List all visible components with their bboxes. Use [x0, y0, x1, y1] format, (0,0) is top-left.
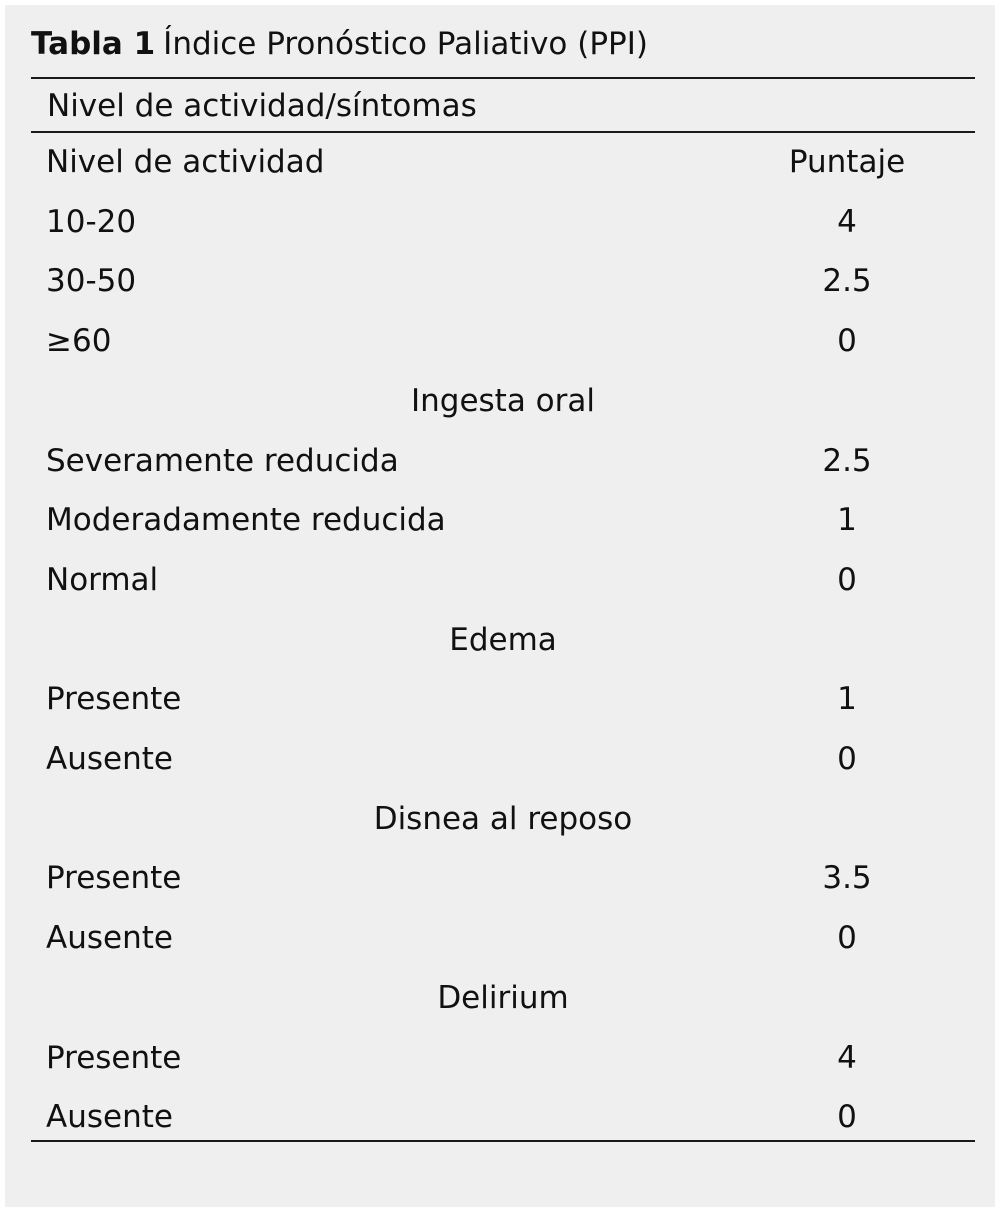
table-row	[0, 1095, 1000, 1139]
table-row	[0, 259, 1000, 303]
table-row	[0, 319, 1000, 363]
table-row	[0, 558, 1000, 602]
table-group-row	[0, 797, 1000, 841]
table-group-row	[0, 618, 1000, 662]
row-score: 1	[837, 502, 857, 539]
row-score: 1	[837, 681, 857, 718]
row-score: 3.5	[822, 860, 872, 897]
row-label: Normal	[46, 561, 159, 598]
row-score: 4	[837, 1039, 857, 1076]
group-label: Disnea al reposo	[373, 800, 633, 837]
column-header-activity: Nivel de actividad	[46, 144, 325, 180]
row-label: ≥60	[46, 323, 112, 360]
table-row	[0, 677, 1000, 721]
table-header-row	[0, 140, 1000, 184]
column-header-score: Puntaje	[788, 144, 906, 180]
row-score: 0	[837, 920, 857, 957]
table-caption-title: Índice Pronóstico Paliativo (PPI)	[163, 26, 648, 62]
table-row	[0, 439, 1000, 483]
table-row	[0, 498, 1000, 542]
table-row	[0, 200, 1000, 244]
table-row	[0, 916, 1000, 960]
row-label: Presente	[46, 1039, 182, 1076]
row-label: Ausente	[46, 920, 173, 957]
table-group-row	[0, 379, 1000, 423]
row-score: 0	[837, 741, 857, 777]
row-score: 4	[837, 203, 857, 240]
table-panel	[5, 5, 995, 1207]
top-rule	[31, 77, 975, 79]
group-label: Ingesta oral	[410, 382, 596, 419]
table-row	[0, 737, 1000, 781]
row-label: Ausente	[46, 1099, 173, 1136]
section-header: Nivel de actividad/síntomas	[47, 88, 477, 124]
row-label: 30-50	[46, 263, 137, 300]
table-group-row	[0, 976, 1000, 1020]
row-score: 0	[837, 1099, 857, 1136]
row-label: 10-20	[46, 203, 137, 240]
row-score: 2.5	[822, 263, 872, 300]
bottom-rule	[31, 1140, 975, 1142]
group-label: Delirium	[437, 979, 569, 1016]
table-row	[0, 856, 1000, 900]
row-score: 0	[837, 561, 857, 598]
row-score: 2.5	[822, 442, 872, 479]
group-label: Edema	[449, 621, 557, 658]
row-label: Presente	[46, 681, 182, 718]
row-score: 0	[837, 323, 857, 360]
row-label: Moderadamente reducida	[46, 502, 446, 539]
table-row	[0, 1036, 1000, 1080]
table-caption-label: Tabla 1	[31, 26, 156, 62]
table-caption	[31, 26, 648, 62]
row-label: Presente	[46, 860, 182, 897]
row-label: Severamente reducida	[46, 442, 399, 479]
header-rule	[31, 131, 975, 133]
row-label: Ausente	[46, 741, 173, 777]
